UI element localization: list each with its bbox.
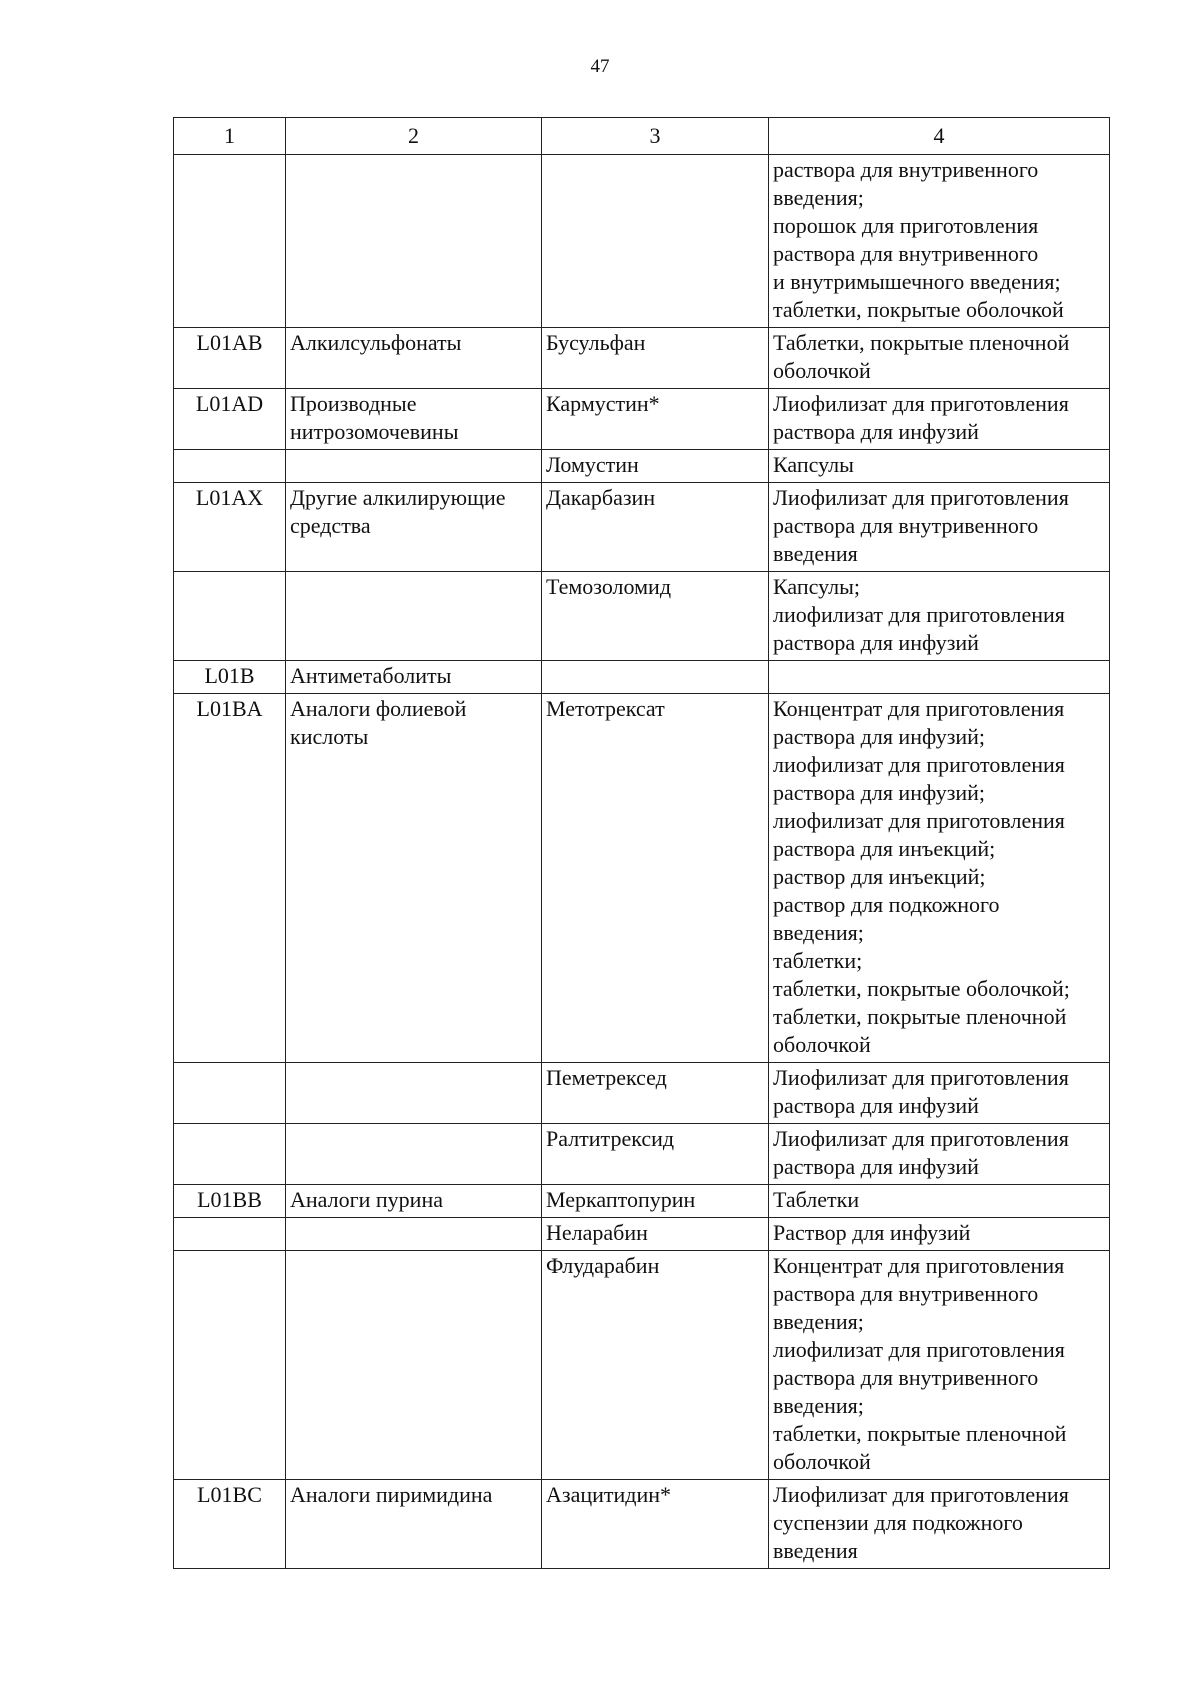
table-row <box>174 694 1110 1063</box>
atc-code-cell <box>174 1251 286 1480</box>
table-row <box>174 1218 1110 1251</box>
table-row <box>174 450 1110 483</box>
dosage-form-cell: Капсулы; лиофилизат для приготовления раствора для инфузий <box>769 572 1110 661</box>
dosage-form-cell: Таблетки <box>769 1185 1110 1218</box>
table-row <box>174 572 1110 661</box>
group-name-cell: Другие алкилирующие средства <box>286 483 542 572</box>
drug-name-cell: Пеметрексед <box>542 1063 769 1124</box>
atc-code-cell <box>174 1063 286 1124</box>
group-name-cell <box>286 155 542 328</box>
atc-code-cell: L01BB <box>174 1185 286 1218</box>
drug-name-cell: Темозоломид <box>542 572 769 661</box>
group-name-cell: Антиметаболиты <box>286 661 542 694</box>
table-row <box>174 661 1110 694</box>
atc-code-cell: L01AB <box>174 328 286 389</box>
group-name-cell: Аналоги пиримидина <box>286 1480 542 1569</box>
table-row <box>174 1251 1110 1480</box>
group-name-cell <box>286 1063 542 1124</box>
drug-table <box>173 117 1110 1569</box>
table-row <box>174 1185 1110 1218</box>
atc-code-cell <box>174 1124 286 1185</box>
dosage-form-cell: Концентрат для приготовления раствора для инфузий; лиофилизат для приготовления раствора для инфузий; лиофилизат для приготовления раствора для инъекций; раствор для инъекций; раствор для подкожного введения; таблетки; таблетки, покрытые оболочкой; таблетки, покрытые пленочной оболочкой <box>769 694 1110 1063</box>
atc-code-cell: L01B <box>174 661 286 694</box>
drug-name-cell: Кармустин* <box>542 389 769 450</box>
dosage-form-cell: Капсулы <box>769 450 1110 483</box>
group-name-cell: Производные нитрозомочевины <box>286 389 542 450</box>
dosage-form-cell <box>769 661 1110 694</box>
drug-name-cell: Метотрексат <box>542 694 769 1063</box>
table-row <box>174 1124 1110 1185</box>
column-header-2: 2 <box>286 118 542 155</box>
table-row <box>174 483 1110 572</box>
atc-code-cell <box>174 572 286 661</box>
table-row <box>174 1063 1110 1124</box>
table-body <box>174 155 1110 1569</box>
dosage-form-cell: Таблетки, покрытые пленочной оболочкой <box>769 328 1110 389</box>
dosage-form-cell: Лиофилизат для приготовления раствора для внутривенного введения <box>769 483 1110 572</box>
dosage-form-cell: Лиофилизат для приготовления раствора для инфузий <box>769 1063 1110 1124</box>
table-row <box>174 389 1110 450</box>
group-name-cell <box>286 450 542 483</box>
page-number: 47 <box>590 56 610 77</box>
drug-name-cell: Неларабин <box>542 1218 769 1251</box>
column-header-4: 4 <box>769 118 1110 155</box>
atc-code-cell <box>174 155 286 328</box>
dosage-form-cell: Лиофилизат для приготовления раствора для инфузий <box>769 389 1110 450</box>
atc-code-cell <box>174 1218 286 1251</box>
table-row <box>174 1480 1110 1569</box>
table-row <box>174 328 1110 389</box>
dosage-form-cell: раствора для внутривенного введения; порошок для приготовления раствора для внутривенного и внутримышечного введения; таблетки, покрытые оболочкой <box>769 155 1110 328</box>
group-name-cell <box>286 1124 542 1185</box>
drug-name-cell: Меркаптопурин <box>542 1185 769 1218</box>
atc-code-cell: L01AD <box>174 389 286 450</box>
column-header-1: 1 <box>174 118 286 155</box>
atc-code-cell: L01BA <box>174 694 286 1063</box>
table-header-row <box>174 118 1110 155</box>
group-name-cell <box>286 1251 542 1480</box>
drug-name-cell <box>542 155 769 328</box>
drug-name-cell: Ломустин <box>542 450 769 483</box>
group-name-cell <box>286 1218 542 1251</box>
dosage-form-cell: Лиофилизат для приготовления раствора для инфузий <box>769 1124 1110 1185</box>
atc-code-cell: L01BC <box>174 1480 286 1569</box>
atc-code-cell: L01AX <box>174 483 286 572</box>
group-name-cell: Алкилсульфонаты <box>286 328 542 389</box>
group-name-cell <box>286 572 542 661</box>
drug-name-cell: Флударабин <box>542 1251 769 1480</box>
table-row <box>174 155 1110 328</box>
dosage-form-cell: Лиофилизат для приготовления суспензии для подкожного введения <box>769 1480 1110 1569</box>
dosage-form-cell: Раствор для инфузий <box>769 1218 1110 1251</box>
drug-name-cell: Ралтитрексид <box>542 1124 769 1185</box>
group-name-cell: Аналоги пурина <box>286 1185 542 1218</box>
drug-name-cell: Азацитидин* <box>542 1480 769 1569</box>
drug-name-cell <box>542 661 769 694</box>
column-header-3: 3 <box>542 118 769 155</box>
drug-name-cell: Дакарбазин <box>542 483 769 572</box>
drug-name-cell: Бусульфан <box>542 328 769 389</box>
atc-code-cell <box>174 450 286 483</box>
dosage-form-cell: Концентрат для приготовления раствора для внутривенного введения; лиофилизат для приготовления раствора для внутривенного введения; таблетки, покрытые пленочной оболочкой <box>769 1251 1110 1480</box>
group-name-cell: Аналоги фолиевой кислоты <box>286 694 542 1063</box>
